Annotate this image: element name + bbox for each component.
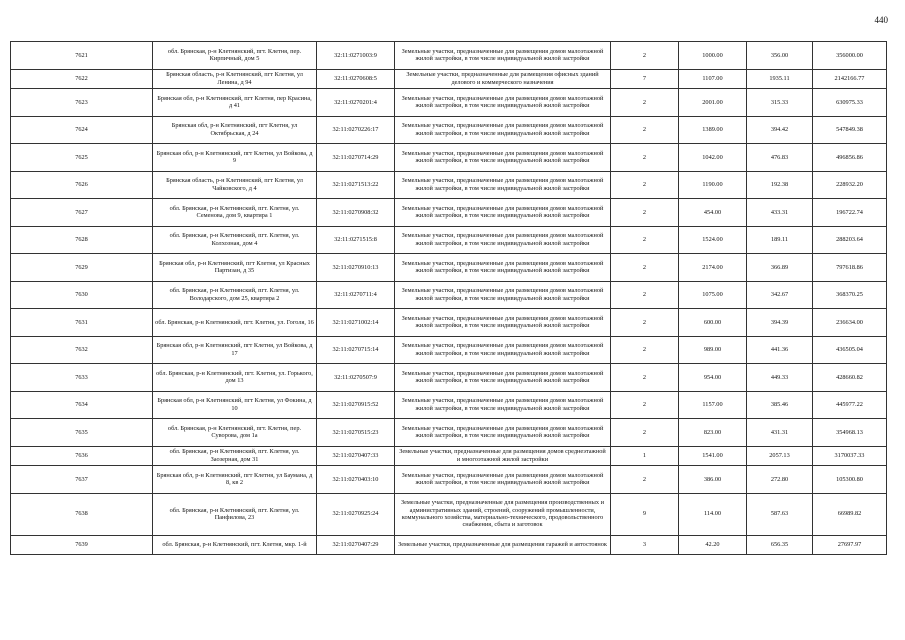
address-cell: обл. Брянская, р-н Клетнянский, пгт. Клетня, ул. Заозерная, дом 31 (153, 446, 317, 466)
cadastral-number-cell: 32:11:0270407:29 (317, 535, 395, 555)
group-code-cell: 2 (611, 364, 679, 392)
area-cell: 954.00 (679, 364, 747, 392)
unit-value-cell: 394.39 (747, 309, 813, 337)
row-number: 7635 (11, 419, 153, 447)
cadastral-value-cell: 547849.38 (813, 116, 887, 144)
group-code-cell: 2 (611, 419, 679, 447)
row-number: 7626 (11, 171, 153, 199)
row-number: 7633 (11, 364, 153, 392)
row-number: 7625 (11, 144, 153, 172)
table-row (11, 419, 887, 447)
group-code-cell: 2 (611, 309, 679, 337)
table-row (11, 199, 887, 227)
address-cell: Брянская область, р-н Клетнянский, пгт Клетня, ул Ленина, д 94 (153, 69, 317, 89)
row-number: 7623 (11, 89, 153, 117)
group-code-cell: 2 (611, 116, 679, 144)
cadastral-value-cell: 496856.86 (813, 144, 887, 172)
area-cell: 1389.00 (679, 116, 747, 144)
unit-value-cell: 356.00 (747, 42, 813, 70)
address-cell: Брянская обл, р-н Клетнянский, пгт Клетня, ул Фокина, д 10 (153, 391, 317, 419)
unit-value-cell: 315.33 (747, 89, 813, 117)
cadastral-value-cell: 2142166.77 (813, 69, 887, 89)
land-use-cell: Земельные участки, предназначенные для размещения производственных и административных зданий, строений, сооружений промышленности, коммунального хозяйства, материально-технического, продовольственного снабжения, сбыта и заготовок (395, 493, 611, 535)
group-code-cell: 1 (611, 446, 679, 466)
unit-value-cell: 385.46 (747, 391, 813, 419)
area-cell: 114.00 (679, 493, 747, 535)
row-number: 7632 (11, 336, 153, 364)
cadastral-value-cell: 27697.97 (813, 535, 887, 555)
area-cell: 1000.00 (679, 42, 747, 70)
row-number: 7631 (11, 309, 153, 337)
group-code-cell: 2 (611, 254, 679, 282)
area-cell: 454.00 (679, 199, 747, 227)
cadastral-number-cell: 32:11:0270515:23 (317, 419, 395, 447)
land-use-cell: Земельные участки, предназначенные для размещения домов малоэтажной жилой застройки, в том числе индивидуальной жилой застройки (395, 171, 611, 199)
address-cell: Брянская область, р-н Клетнянский, пгт Клетня, ул Чайковского, д 4 (153, 171, 317, 199)
unit-value-cell: 476.83 (747, 144, 813, 172)
land-use-cell: Земельные участки, предназначенные для размещения домов малоэтажной жилой застройки, в том числе индивидуальной жилой застройки (395, 391, 611, 419)
area-cell: 386.00 (679, 466, 747, 494)
group-code-cell: 3 (611, 535, 679, 555)
unit-value-cell: 433.31 (747, 199, 813, 227)
address-cell: обл. Брянская, р-н Клетнянский, пгт. Клетня, мкр. 1-й (153, 535, 317, 555)
land-use-cell: Земельные участки, предназначенные для размещения домов малоэтажной жилой застройки, в том числе индивидуальной жилой застройки (395, 199, 611, 227)
group-code-cell: 2 (611, 171, 679, 199)
row-number: 7638 (11, 493, 153, 535)
cadastral-value-cell: 368370.25 (813, 281, 887, 309)
row-number: 7630 (11, 281, 153, 309)
group-code-cell: 2 (611, 89, 679, 117)
cadastral-value-cell: 797618.86 (813, 254, 887, 282)
row-number: 7637 (11, 466, 153, 494)
unit-value-cell: 366.89 (747, 254, 813, 282)
land-use-cell: Земельные участки, предназначенные для размещения домов малоэтажной жилой застройки, в том числе индивидуальной жилой застройки (395, 116, 611, 144)
table-row (11, 466, 887, 494)
cadastral-number-cell: 32:11:0270714:29 (317, 144, 395, 172)
row-number: 7628 (11, 226, 153, 254)
unit-value-cell: 394.42 (747, 116, 813, 144)
cadastral-value-cell: 228932.20 (813, 171, 887, 199)
table-row (11, 446, 887, 466)
table-row (11, 254, 887, 282)
area-cell: 823.00 (679, 419, 747, 447)
area-cell: 2174.00 (679, 254, 747, 282)
row-number: 7639 (11, 535, 153, 555)
cadastral-value-cell: 630975.33 (813, 89, 887, 117)
address-cell: Брянская обл, р-н Клетнянский, пгт Клетня, ул Войкова, д 9 (153, 144, 317, 172)
cadastral-number-cell: 32:11:0271513:22 (317, 171, 395, 199)
table-row (11, 69, 887, 89)
unit-value-cell: 272.80 (747, 466, 813, 494)
area-cell: 1524.00 (679, 226, 747, 254)
land-use-cell: Земельные участки, предназначенные для размещения домов малоэтажной жилой застройки, в том числе индивидуальной жилой застройки (395, 89, 611, 117)
land-use-cell: Земельные участки, предназначенные для размещения офисных зданий делового и коммерческого назначения (395, 69, 611, 89)
row-number: 7627 (11, 199, 153, 227)
table-row (11, 89, 887, 117)
unit-value-cell: 441.36 (747, 336, 813, 364)
table-row (11, 535, 887, 555)
address-cell: обл. Брянская, р-н Клетнянский, пгт. Клетня, ул. Семенова, дом 9, квартира 1 (153, 199, 317, 227)
table-row (11, 493, 887, 535)
cadastral-value-cell: 3170037.33 (813, 446, 887, 466)
address-cell: обл. Брянская, р-н Клетнянский, пгт. Клетня, ул. Гоголя, 16 (153, 309, 317, 337)
cadastral-value-cell: 66989.82 (813, 493, 887, 535)
page-number: 440 (874, 15, 888, 25)
cadastral-value-cell: 428660.82 (813, 364, 887, 392)
address-cell: Брянская обл, р-н Клетнянский, пгт Клетня, ул Красных Партизан, д 35 (153, 254, 317, 282)
land-use-cell: Земельные участки, предназначенные для размещения домов малоэтажной жилой застройки, в том числе индивидуальной жилой застройки (395, 281, 611, 309)
land-use-cell: Земельные участки, предназначенные для размещения домов малоэтажной жилой застройки, в том числе индивидуальной жилой застройки (395, 309, 611, 337)
address-cell: Брянская обл, р-н Клетнянский, пгт Клетня, ул Войкова, д 17 (153, 336, 317, 364)
table-row (11, 281, 887, 309)
land-use-cell: Земельные участки, предназначенные для размещения домов малоэтажной жилой застройки, в том числе индивидуальной жилой застройки (395, 336, 611, 364)
table-row (11, 391, 887, 419)
group-code-cell: 9 (611, 493, 679, 535)
cadastral-number-cell: 32:11:0271003:9 (317, 42, 395, 70)
cadastral-number-cell: 32:11:0270407:33 (317, 446, 395, 466)
cadastral-number-cell: 32:11:0270915:52 (317, 391, 395, 419)
cadastral-value-cell: 288203.64 (813, 226, 887, 254)
row-number: 7636 (11, 446, 153, 466)
land-use-cell: Земельные участки, предназначенные для размещения домов малоэтажной жилой застройки, в том числе индивидуальной жилой застройки (395, 419, 611, 447)
area-cell: 600.00 (679, 309, 747, 337)
row-number: 7629 (11, 254, 153, 282)
row-number: 7634 (11, 391, 153, 419)
area-cell: 2001.00 (679, 89, 747, 117)
area-cell: 1190.00 (679, 171, 747, 199)
cadastral-number-cell: 32:11:0270608:5 (317, 69, 395, 89)
table-row (11, 144, 887, 172)
cadastral-value-cell: 196722.74 (813, 199, 887, 227)
row-number: 7622 (11, 69, 153, 89)
address-cell: Брянская обл, р-н Клетнянский, пгт Клетня, ул Октябрьская, д 24 (153, 116, 317, 144)
cadastral-number-cell: 32:11:0270925:24 (317, 493, 395, 535)
area-cell: 1042.00 (679, 144, 747, 172)
cadastral-value-cell: 105300.80 (813, 466, 887, 494)
group-code-cell: 2 (611, 144, 679, 172)
unit-value-cell: 587.63 (747, 493, 813, 535)
unit-value-cell: 2057.13 (747, 446, 813, 466)
address-cell: Брянская обл, р-н Клетнянский, пгт Клетня, ул Баумана, д 8, кв 2 (153, 466, 317, 494)
cadastral-value-cell: 436505.04 (813, 336, 887, 364)
cadastral-number-cell: 32:11:0270403:10 (317, 466, 395, 494)
row-number: 7621 (11, 42, 153, 70)
group-code-cell: 2 (611, 336, 679, 364)
group-code-cell: 2 (611, 199, 679, 227)
land-use-cell: Земельные участки, предназначенные для размещения домов среднеэтажной и многоэтажной жилой застройки (395, 446, 611, 466)
cadastral-value-cell: 354968.13 (813, 419, 887, 447)
unit-value-cell: 192.38 (747, 171, 813, 199)
land-use-cell: Земельные участки, предназначенные для размещения домов малоэтажной жилой застройки, в том числе индивидуальной жилой застройки (395, 466, 611, 494)
table-row (11, 309, 887, 337)
unit-value-cell: 189.11 (747, 226, 813, 254)
table-row (11, 116, 887, 144)
group-code-cell: 2 (611, 466, 679, 494)
cadastral-value-cell: 356000.00 (813, 42, 887, 70)
table-row (11, 226, 887, 254)
area-cell: 1541.00 (679, 446, 747, 466)
address-cell: обл. Брянская, р-н Клетнянский, пгт. Клетня, ул. Колхозная, дом 4 (153, 226, 317, 254)
land-use-cell: Земельные участки, предназначенные для размещения домов малоэтажной жилой застройки, в том числе индивидуальной жилой застройки (395, 364, 611, 392)
table-row (11, 364, 887, 392)
cadastral-number-cell: 32:11:0270910:13 (317, 254, 395, 282)
table-row (11, 42, 887, 70)
address-cell: обл. Брянская, р-н Клетнянский, пгт. Клетня, ул. Панфилова, 23 (153, 493, 317, 535)
area-cell: 1075.00 (679, 281, 747, 309)
group-code-cell: 7 (611, 69, 679, 89)
land-use-cell: Земельные участки, предназначенные для размещения домов малоэтажной жилой застройки, в том числе индивидуальной жилой застройки (395, 254, 611, 282)
unit-value-cell: 656.35 (747, 535, 813, 555)
land-use-cell: Земельные участки, предназначенные для размещения домов малоэтажной жилой застройки, в том числе индивидуальной жилой застройки (395, 42, 611, 70)
area-cell: 1107.00 (679, 69, 747, 89)
address-cell: обл. Брянская, р-н Клетнянский, пгт. Клетня, пер. Суворова, дом 1а (153, 419, 317, 447)
unit-value-cell: 1935.11 (747, 69, 813, 89)
unit-value-cell: 342.67 (747, 281, 813, 309)
cadastral-number-cell: 32:11:0270908:32 (317, 199, 395, 227)
area-cell: 989.00 (679, 336, 747, 364)
land-use-cell: Земельные участки, предназначенные для размещения домов малоэтажной жилой застройки, в том числе индивидуальной жилой застройки (395, 226, 611, 254)
cadastral-number-cell: 32:11:0271002:14 (317, 309, 395, 337)
address-cell: обл. Брянская, р-н Клетнянский, пгт. Клетня, ул. Горького, дом 13 (153, 364, 317, 392)
cadastral-number-cell: 32:11:0270711:4 (317, 281, 395, 309)
area-cell: 42.20 (679, 535, 747, 555)
group-code-cell: 2 (611, 226, 679, 254)
address-cell: обл. Брянская, р-н Клетнянский, пгт. Клетня, пер. Кирпичный, дом 5 (153, 42, 317, 70)
table-body (11, 42, 887, 555)
table-row (11, 171, 887, 199)
cadastral-value-cell: 236634.00 (813, 309, 887, 337)
address-cell: Брянская обл, р-н Клетнянский, пгт Клетня, пер Красина, д 41 (153, 89, 317, 117)
group-code-cell: 2 (611, 42, 679, 70)
land-registry-table (10, 41, 887, 555)
unit-value-cell: 449.33 (747, 364, 813, 392)
group-code-cell: 2 (611, 391, 679, 419)
table-row (11, 336, 887, 364)
cadastral-value-cell: 445977.22 (813, 391, 887, 419)
cadastral-number-cell: 32:11:0270507:9 (317, 364, 395, 392)
cadastral-number-cell: 32:11:0270226:17 (317, 116, 395, 144)
land-use-cell: Земельные участки, предназначенные для размещения гаражей и автостоянок (395, 535, 611, 555)
cadastral-number-cell: 32:11:0270715:14 (317, 336, 395, 364)
unit-value-cell: 431.31 (747, 419, 813, 447)
cadastral-number-cell: 32:11:0271515:8 (317, 226, 395, 254)
row-number: 7624 (11, 116, 153, 144)
cadastral-number-cell: 32:11:0270201:4 (317, 89, 395, 117)
group-code-cell: 2 (611, 281, 679, 309)
land-use-cell: Земельные участки, предназначенные для размещения домов малоэтажной жилой застройки, в том числе индивидуальной жилой застройки (395, 144, 611, 172)
area-cell: 1157.00 (679, 391, 747, 419)
address-cell: обл. Брянская, р-н Клетнянский, пгт. Клетня, ул. Володарского, дом 25, квартира 2 (153, 281, 317, 309)
